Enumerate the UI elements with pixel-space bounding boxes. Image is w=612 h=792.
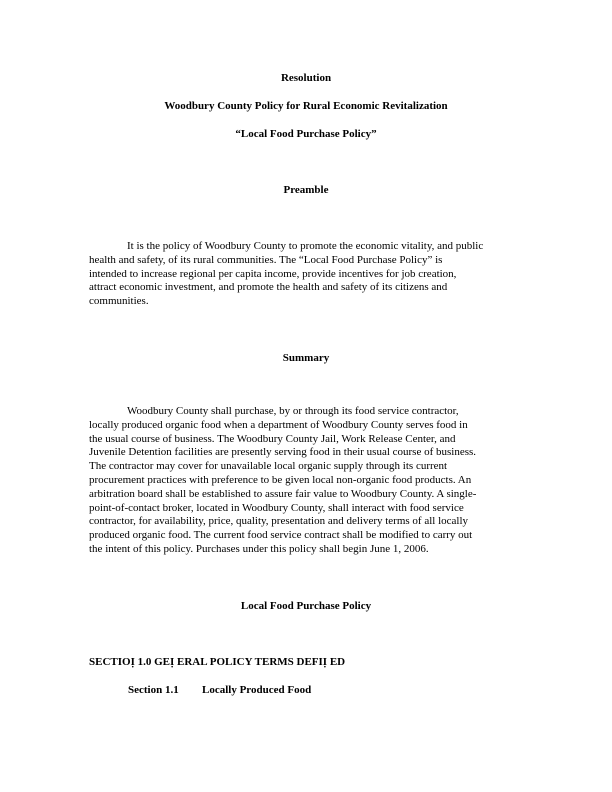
summary-line: procurement practices with preference to be given local non-organic food products. An	[89, 473, 472, 486]
preamble-heading: Preamble	[283, 184, 329, 196]
resolution-heading: Resolution	[280, 72, 332, 84]
summary-heading: Summary	[282, 352, 330, 364]
summary-line: the usual course of business. The Woodbury County Jail, Work Release Center, and	[89, 432, 456, 445]
summary-line: point-of-contact broker, located in Woodbury County, shall interact with food service	[89, 501, 464, 514]
summary-line: Woodbury County shall purchase, by or through its food service contractor,	[127, 405, 459, 417]
summary-line: locally produced organic food when a department of Woodbury County serves food in	[89, 418, 468, 431]
policy-nickname: “Local Food Purchase Policy”	[235, 128, 377, 140]
summary-paragraph	[89, 405, 523, 557]
policy-title: Woodbury County Policy for Rural Economic Revitalization	[164, 100, 448, 112]
summary-line: contractor, for availability, price, quality, presentation and delivery terms of all locally	[89, 515, 469, 528]
section-1-1-number: Section 1.1	[128, 684, 179, 696]
summary-line: the intent of this policy. Purchases under this policy shall begin June 1, 2006.	[89, 542, 429, 555]
summary-line: produced organic food. The current food service contract shall be modified to carry out	[89, 529, 473, 542]
preamble-line: intended to increase regional per capita income, provide incentives for job creation,	[89, 267, 457, 280]
section-1-title: SECTIOỊ 1.0 GEỊ ERAL POLICY TERMS DEFIỊ ED	[89, 656, 346, 668]
preamble-paragraph	[89, 240, 523, 309]
summary-line: arbitration board shall be established to assure fair value to Woodbury County. A single-	[89, 487, 477, 500]
section-1-1-title: Locally Produced Food	[202, 684, 312, 696]
summary-line: Juvenile Detention facilities are presently serving food in their usual course of business.	[89, 446, 477, 459]
policy-heading: Local Food Purchase Policy	[240, 600, 372, 612]
section-1-1-heading	[128, 684, 311, 697]
preamble-line: attract economic investment, and promote the health and safety of its citizens and	[89, 281, 448, 294]
summary-line: The contractor may cover for unavailable local organic supply through its current	[89, 460, 448, 473]
preamble-line: It is the policy of Woodbury County to promote the economic vitality, and public	[127, 240, 484, 252]
preamble-line: communities.	[89, 295, 149, 308]
preamble-line: health and safety, of its rural communities. The “Local Food Purchase Policy” is	[89, 253, 443, 266]
